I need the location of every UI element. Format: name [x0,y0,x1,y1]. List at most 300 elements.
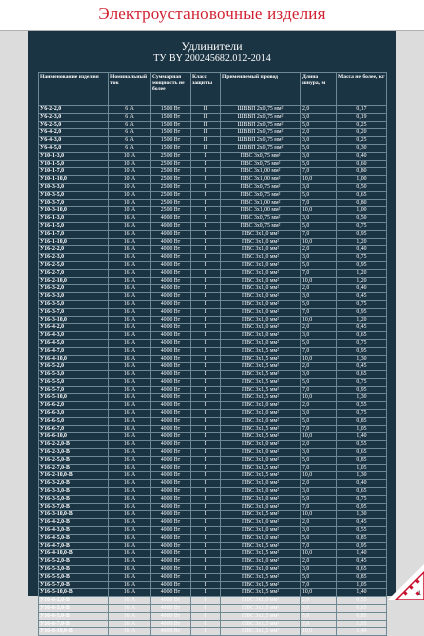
cell-current: 16 А [109,324,151,332]
cell-current: 10 А [109,176,151,184]
cell-wire: ПВС 3х1,0 мм² [221,503,301,511]
cell-power: 2500 Вт [151,183,191,191]
cell-power: 4000 Вт [151,238,191,246]
cell-length: 7,0 [301,542,337,550]
cell-length: 2,0 [301,129,337,137]
table-row [39,113,387,121]
cell-mass: 1,20 [337,269,387,277]
cell-length: 3,0 [301,332,337,340]
cell-length: 10,0 [301,316,337,324]
cell-name: У16-2-7,0-В [39,464,109,472]
cell-wire: ПВС 3х1,5 мм² [221,542,301,550]
cell-class: I [191,628,221,636]
cell-class: I [191,472,221,480]
cell-name: У16-4-10,0 [39,355,109,363]
cell-mass: 0,40 [337,285,387,293]
cell-class: I [191,246,221,254]
table-row [39,441,387,449]
cell-length: 2,0 [301,106,337,114]
cell-wire: ПВС 3х1,0 мм² [221,324,301,332]
cell-power: 4000 Вт [151,503,191,511]
table-row [39,293,387,301]
cell-current: 16 А [109,230,151,238]
cell-power: 4000 Вт [151,488,191,496]
cell-name: У16-3-10,0-В [39,511,109,519]
cell-power: 4000 Вт [151,566,191,574]
cell-current: 16 А [109,402,151,410]
cell-current: 16 А [109,495,151,503]
table-row [39,394,387,402]
cell-length: 2,0 [301,246,337,254]
cell-mass: 0,75 [337,378,387,386]
cell-class: I [191,230,221,238]
cell-class: I [191,550,221,558]
cell-length: 2,0 [301,285,337,293]
table-row [39,534,387,542]
cell-wire: ПВС 3х1,0 мм² [221,285,301,293]
cell-class: I [191,238,221,246]
cell-name: У16-5-7,0 [39,386,109,394]
cell-mass: 0,85 [337,456,387,464]
cell-power: 4000 Вт [151,308,191,316]
cell-power: 4000 Вт [151,254,191,262]
cell-power: 4000 Вт [151,339,191,347]
cell-mass: 0,75 [337,300,387,308]
cell-class: I [191,495,221,503]
cell-power: 4000 Вт [151,597,191,605]
table-row [39,152,387,160]
cell-wire: ШВВП 2х0,75 мм² [221,129,301,137]
cell-mass: 0,95 [337,347,387,355]
cell-class: I [191,464,221,472]
cell-length: 5,0 [301,417,337,425]
table-row [39,371,387,379]
cell-power: 4000 Вт [151,573,191,581]
cell-power: 4000 Вт [151,246,191,254]
cell-class: I [191,339,221,347]
cell-wire: ПВС 3х1,0 мм² [221,519,301,527]
cell-class: I [191,402,221,410]
cell-wire: ПВС 3х1,0 мм² [221,597,301,605]
cell-class: I [191,300,221,308]
cell-current: 16 А [109,215,151,223]
cell-mass: 1,00 [337,207,387,215]
cell-power: 4000 Вт [151,472,191,480]
table-row [39,347,387,355]
cell-class: I [191,488,221,496]
cell-mass: 0,30 [337,144,387,152]
table-row [39,230,387,238]
table-row [39,144,387,152]
cell-power: 2500 Вт [151,191,191,199]
table-row [39,581,387,589]
cell-length: 2,0 [301,519,337,527]
cell-mass: 0,85 [337,573,387,581]
cell-mass: 1,20 [337,238,387,246]
cell-power: 4000 Вт [151,347,191,355]
table-row [39,511,387,519]
table-row [39,207,387,215]
cell-mass: 0,95 [337,503,387,511]
cell-power: 4000 Вт [151,425,191,433]
page-title: Электроустановочные изделия [98,4,326,23]
cell-name: У16-4-2,0-В [39,519,109,527]
cell-wire: ПВС 3х1,0 мм² [221,534,301,542]
cell-mass: 1,40 [337,433,387,441]
cell-class: I [191,511,221,519]
table-row [39,137,387,145]
cell-current: 16 А [109,503,151,511]
cell-name: У10-3-10,0 [39,207,109,215]
cell-class: I [191,394,221,402]
cell-length: 10,0 [301,472,337,480]
cell-current: 6 А [109,113,151,121]
cell-current: 16 А [109,542,151,550]
cell-wire: ПВС 3х0,75 мм² [221,152,301,160]
table-header-row [39,73,387,106]
cell-mass: 0,95 [337,386,387,394]
table-row [39,215,387,223]
cell-mass: 0,95 [337,261,387,269]
table-row [39,527,387,535]
cell-mass: 0,45 [337,558,387,566]
cell-current: 16 А [109,550,151,558]
cell-mass: 0,95 [337,542,387,550]
cell-power: 4000 Вт [151,581,191,589]
cell-current: 16 А [109,425,151,433]
cell-power: 1500 Вт [151,106,191,114]
cell-wire: ПВС 3х1,0 мм² [221,277,301,285]
cell-current: 6 А [109,129,151,137]
cell-current: 16 А [109,300,151,308]
table-row [39,238,387,246]
cell-mass: 0,75 [337,339,387,347]
cell-power: 4000 Вт [151,417,191,425]
cell-length: 3,0 [301,488,337,496]
table-row [39,550,387,558]
cell-wire: ПВС 3х1,5 мм² [221,589,301,597]
cell-current: 16 А [109,620,151,628]
cell-wire: ПВС 3х0,75 мм² [221,183,301,191]
cell-name: У16-3-2,0-В [39,480,109,488]
cell-power: 4000 Вт [151,230,191,238]
cell-mass: 1,30 [337,511,387,519]
cell-name: У16-1-7,0 [39,230,109,238]
cell-class: I [191,277,221,285]
cell-current: 16 А [109,464,151,472]
cell-mass: 0,65 [337,371,387,379]
cell-power: 4000 Вт [151,300,191,308]
table-row [39,183,387,191]
cell-mass: 0,40 [337,152,387,160]
cell-length: 3,0 [301,449,337,457]
cell-current: 10 А [109,199,151,207]
cell-mass: 1,05 [337,464,387,472]
cell-class: I [191,503,221,511]
cell-name: У16-1-3,0 [39,215,109,223]
col-header-length: Длина шнура, м [301,73,337,106]
cell-name: У16-2-3,0 [39,254,109,262]
cell-class: I [191,183,221,191]
cell-class: I [191,573,221,581]
cell-wire: ПВС 3х1,0 мм² [221,566,301,574]
table-row [39,605,387,613]
cell-wire: ПВС 3х1,5 мм² [221,472,301,480]
cell-power: 4000 Вт [151,511,191,519]
table-row [39,160,387,168]
cell-wire: ПВС 3х1,00 мм² [221,207,301,215]
cell-wire: ПВС 3х1,0 мм² [221,332,301,340]
cell-current: 6 А [109,121,151,129]
cell-wire: ПВС 3х1,5 мм² [221,581,301,589]
cell-current: 16 А [109,363,151,371]
cell-current: 16 А [109,566,151,574]
table-row [39,542,387,550]
cell-length: 7,0 [301,503,337,511]
cell-power: 4000 Вт [151,277,191,285]
cell-length: 3,0 [301,215,337,223]
cell-mass: 0,65 [337,449,387,457]
cell-class: I [191,269,221,277]
cell-length: 10,0 [301,550,337,558]
cell-wire: ПВС 3х1,5 мм² [221,511,301,519]
cell-power: 4000 Вт [151,378,191,386]
cell-current: 16 А [109,472,151,480]
cell-mass: 1,20 [337,316,387,324]
table-row [39,199,387,207]
cell-mass: 0,55 [337,402,387,410]
cell-length: 2,0 [301,558,337,566]
cell-current: 16 А [109,386,151,394]
cell-mass: 0,19 [337,113,387,121]
cell-name: У16-1-5,0 [39,222,109,230]
cell-wire: ПВС 3х1,0 мм² [221,488,301,496]
cell-wire: ПВС 3х1,0 мм² [221,558,301,566]
cell-name: У16-5-3,0-В [39,566,109,574]
cell-wire: ШВВП 2х0,75 мм² [221,106,301,114]
table-row [39,355,387,363]
cell-mass: 0,85 [337,417,387,425]
cell-power: 2500 Вт [151,160,191,168]
cell-name: У6-2-2,0 [39,106,109,114]
cell-power: 1500 Вт [151,137,191,145]
cell-length: 5,0 [301,339,337,347]
cell-wire: ПВС 3х1,5 мм² [221,620,301,628]
cell-name: У10-3-3,0 [39,183,109,191]
cell-wire: ПВС 3х1,5 мм² [221,550,301,558]
table-row [39,573,387,581]
cell-wire: ПВС 3х1,5 мм² [221,378,301,386]
cell-current: 16 А [109,293,151,301]
cell-current: 16 А [109,573,151,581]
cell-current: 16 А [109,417,151,425]
cell-current: 16 А [109,581,151,589]
table-row [39,316,387,324]
table-row [39,472,387,480]
cell-power: 4000 Вт [151,316,191,324]
cell-class: I [191,254,221,262]
cell-mass: 1,40 [337,550,387,558]
cell-name: У16-6-7,0 [39,425,109,433]
cell-mass: 1,20 [337,277,387,285]
cell-mass: 0,25 [337,137,387,145]
cell-name: У16-5-2,0-В [39,558,109,566]
cell-wire: ПВС 3х1,0 мм² [221,527,301,535]
table-row [39,300,387,308]
cell-length: 5,0 [301,378,337,386]
cell-name: У10-3-7,0 [39,199,109,207]
table-row [39,269,387,277]
cell-class: I [191,410,221,418]
cell-mass: 1,40 [337,628,387,636]
cell-class: I [191,433,221,441]
cell-class: I [191,441,221,449]
table-row [39,519,387,527]
cell-power: 2500 Вт [151,176,191,184]
cell-name: У16-2-3,0-В [39,449,109,457]
cell-class: I [191,566,221,574]
cell-power: 4000 Вт [151,261,191,269]
cell-wire: ШВВП 2х0,75 мм² [221,137,301,145]
cell-length: 7,0 [301,308,337,316]
table-row [39,332,387,340]
table-row [39,339,387,347]
cell-power: 1500 Вт [151,113,191,121]
cell-wire: ПВС 3х1,0 мм² [221,410,301,418]
page-number: 1 [417,591,421,597]
cell-mass: 0,65 [337,566,387,574]
cell-class: I [191,261,221,269]
cell-mass: 1,05 [337,425,387,433]
cell-power: 4000 Вт [151,456,191,464]
cell-mass: 1,05 [337,620,387,628]
cell-length: 3,0 [301,183,337,191]
cell-mass: 0,17 [337,106,387,114]
cell-name: У6-2-3,0 [39,113,109,121]
table-row [39,402,387,410]
cell-current: 16 А [109,285,151,293]
cell-name: У16-5-10,0-В [39,589,109,597]
cell-length: 7,0 [301,620,337,628]
cell-current: 16 А [109,371,151,379]
cell-name: У16-3-3,0-В [39,488,109,496]
cell-class: I [191,324,221,332]
col-header-power: Суммарная мощность не более [151,73,191,106]
cell-name: У16-3-7,0-В [39,503,109,511]
cell-name: У16-4-3,0 [39,332,109,340]
cell-class: I [191,347,221,355]
table-row [39,308,387,316]
cell-mass: 0,55 [337,527,387,535]
cell-mass: 0,75 [337,495,387,503]
cell-name: У10-1-10,0 [39,176,109,184]
cell-class: I [191,160,221,168]
cell-mass: 0,75 [337,222,387,230]
col-header-current: Номинальный ток [109,73,151,106]
table-row [39,449,387,457]
table-row [39,433,387,441]
cell-wire: ПВС 3х1,00 мм² [221,168,301,176]
cell-length: 3,0 [301,605,337,613]
cell-power: 1500 Вт [151,144,191,152]
cell-current: 16 А [109,456,151,464]
cell-mass: 0,20 [337,129,387,137]
cell-power: 4000 Вт [151,628,191,636]
cell-current: 16 А [109,597,151,605]
cell-mass: 0,50 [337,183,387,191]
cell-length: 2,0 [301,363,337,371]
cell-length: 7,0 [301,581,337,589]
cell-length: 10,0 [301,355,337,363]
cell-name: У10-1-7,0 [39,168,109,176]
cell-mass: 0,45 [337,293,387,301]
cell-current: 16 А [109,605,151,613]
cell-wire: ПВС 3х1,5 мм² [221,355,301,363]
cell-mass: 0,65 [337,332,387,340]
cell-mass: 0,65 [337,605,387,613]
cell-class: I [191,581,221,589]
cell-power: 4000 Вт [151,542,191,550]
table-row [39,121,387,129]
cell-class: I [191,534,221,542]
cell-mass: 0,75 [337,410,387,418]
cell-power: 4000 Вт [151,410,191,418]
cell-length: 5,0 [301,261,337,269]
table-row [39,620,387,628]
table-row [39,503,387,511]
cell-wire: ПВС 3х1,5 мм² [221,371,301,379]
cell-current: 10 А [109,168,151,176]
cell-length: 5,0 [301,160,337,168]
cell-current: 16 А [109,246,151,254]
cell-power: 4000 Вт [151,386,191,394]
cell-power: 4000 Вт [151,527,191,535]
cell-length: 5,0 [301,121,337,129]
cell-wire: ПВС 3х1,5 мм² [221,394,301,402]
cell-wire: ПВС 3х1,0 мм² [221,316,301,324]
cell-name: У16-2-7,0 [39,269,109,277]
cell-class: I [191,620,221,628]
cell-name: У16-4-7,0 [39,347,109,355]
cell-power: 4000 Вт [151,332,191,340]
cell-length: 10,0 [301,589,337,597]
cell-class: I [191,168,221,176]
cell-wire: ПВС 3х1,0 мм² [221,269,301,277]
cell-length: 7,0 [301,347,337,355]
cell-current: 10 А [109,160,151,168]
cell-wire: ПВС 3х1,0 мм² [221,605,301,613]
cell-current: 16 А [109,277,151,285]
cell-length: 10,0 [301,176,337,184]
table-row [39,363,387,371]
cell-mass: 1,00 [337,176,387,184]
cell-name: У6-4-2,0 [39,129,109,137]
specs-table [38,72,387,636]
cell-length: 7,0 [301,230,337,238]
cell-wire: ПВС 3х1,0 мм² [221,480,301,488]
cell-current: 6 А [109,144,151,152]
cell-class: II [191,106,221,114]
cell-mass: 0,40 [337,246,387,254]
cell-current: 16 А [109,511,151,519]
cell-wire: ПВС 3х0,75 мм² [221,215,301,223]
cell-power: 1500 Вт [151,121,191,129]
cell-power: 2500 Вт [151,168,191,176]
cell-length: 10,0 [301,511,337,519]
cell-mass: 0,95 [337,230,387,238]
cell-name: У16-2-2,0-В [39,441,109,449]
cell-mass: 0,75 [337,254,387,262]
